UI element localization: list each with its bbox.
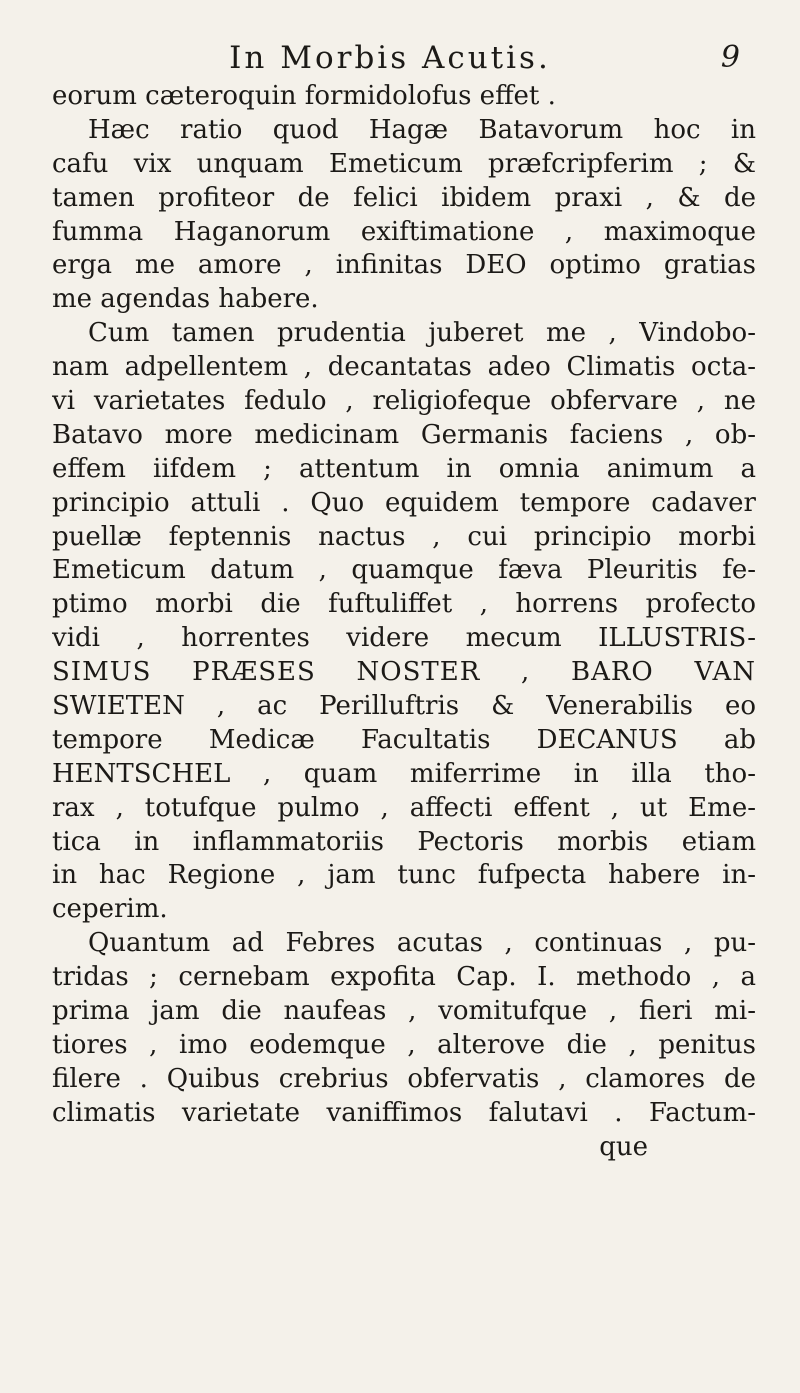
text-line: eorum cæteroquin formidolofus effet . [52,81,556,111]
text-line: SIMUS PRÆSES NOSTER , BARO VAN [52,657,756,688]
text-line: rax , totufque pulmo , affecti effent , ut Eme- [52,792,756,823]
text-line: SWIETEN , ac Perilluftris & Venerabilis eo [52,691,756,722]
text-line: HENTSCHEL , quam miferrime in illa tho- [52,758,756,789]
text-line: tiores , imo eodemque , alterove die , penitus [52,1029,756,1060]
text-line: tica in inflammatoriis Pectoris morbis etiam [52,826,756,857]
body-text [52,80,756,1165]
text-line: tamen profiteor de felici ibidem praxi , & de [52,182,756,213]
text-line: Hæc ratio quod Hagæ Batavorum hoc in [88,114,756,145]
text-line: cafu vix unquam Emeticum præfcripferim ; & [52,148,756,179]
page-header [40,40,740,80]
text-line: ptimo morbi die fuftuliffet , horrens profecto [52,589,756,620]
text-line: Emeticum datum , quamque fæva Pleuritis fe- [52,555,756,586]
text-line: nam adpellentem , decantatas adeo Climatis octa- [52,352,756,383]
text-line: Cum tamen prudentia juberet me , Vindobo- [88,318,756,349]
text-line: prima jam die naufeas , vomitufque , fieri mi- [52,996,756,1027]
text-line: vi varietates fedulo , religiofeque obfervare , ne [52,386,756,417]
page-number: 9 [720,40,740,75]
text-line: ceperim. [52,894,168,925]
text-line: in hac Regione , jam tunc fufpecta habere in- [52,860,756,891]
text-line: climatis varietate vaniffimos falutavi . Factum- [52,1097,756,1128]
text-line: principio attuli . Quo equidem tempore cadaver [52,487,756,518]
text-line: Batavo more medicinam Germanis faciens , ob- [52,419,756,450]
text-line: filere . Quibus crebrius obfervatis , clamores de [52,1063,756,1094]
text-line: vidi , horrentes videre mecum ILLUSTRIS- [52,623,756,654]
text-line: puellæ feptennis nactus , cui principio morbi [52,521,756,552]
text-line: fumma Haganorum exiftimatione , maximoque [52,216,756,247]
running-title: In Morbis Acutis. [229,40,551,76]
text-line: erga me amore , infinitas DEO optimo gratias [52,250,756,281]
catchword: que [599,1131,648,1162]
text-line: effem iifdem ; attentum in omnia animum a [52,453,756,484]
text-line: me agendas habere. [52,284,319,315]
text-line: Quantum ad Febres acutas , continuas , pu- [88,928,756,959]
text-line: tridas ; cernebam expofita Cap. I. methodo , a [52,962,756,993]
text-line: tempore Medicæ Facultatis DECANUS ab [52,724,756,755]
